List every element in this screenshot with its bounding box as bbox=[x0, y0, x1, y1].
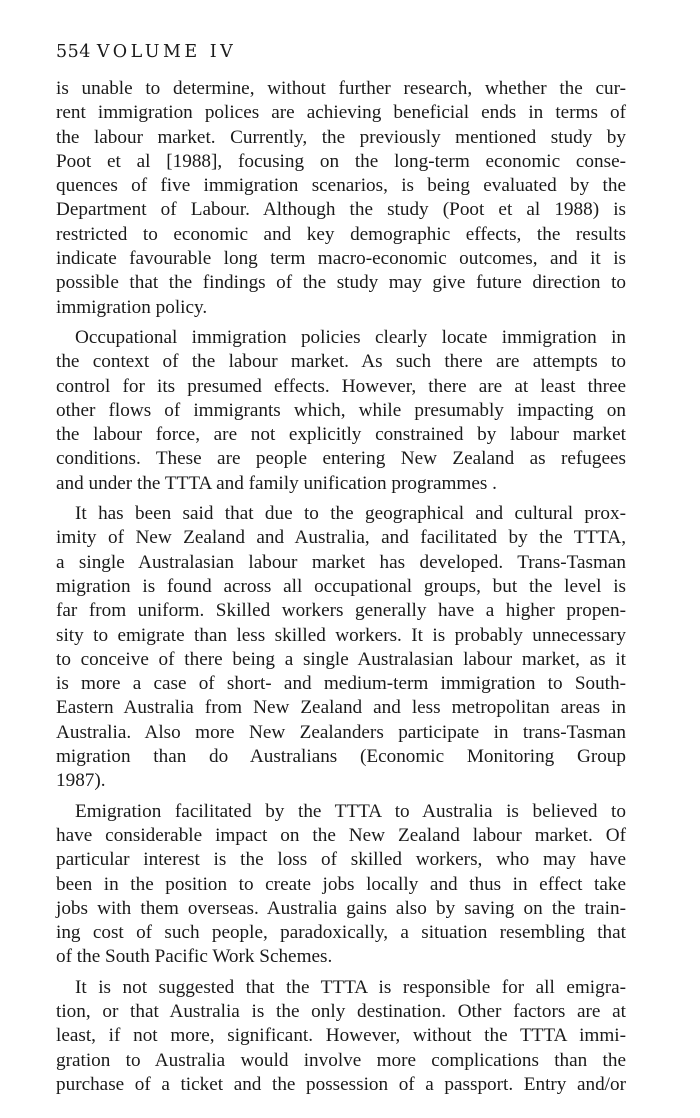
text-line: migration than do Australians (Economic Monitoring Group bbox=[56, 746, 626, 768]
text-line: the labour force, are not explicitly constrained by labour market bbox=[56, 424, 626, 446]
text-line: 1987). bbox=[56, 770, 106, 792]
paragraph bbox=[56, 976, 626, 1097]
text-line: migration is found across all occupational groups, but the level is bbox=[56, 575, 626, 597]
text-line: Poot et al [1988], focusing on the long-term economic conse- bbox=[56, 150, 626, 172]
text-line: ing cost of such people, paradoxically, a situation resembling that bbox=[56, 922, 626, 944]
text-line: control for its presumed effects. However, there are at least three bbox=[56, 375, 626, 397]
text-line: It is not suggested that the TTTA is responsible for all emigra- bbox=[75, 976, 626, 998]
text-line: It has been said that due to the geographical and cultural prox- bbox=[75, 503, 626, 525]
text-line: of the South Pacific Work Schemes. bbox=[56, 946, 333, 968]
text-line: indicate favourable long term macro-economic outcomes, and it is bbox=[56, 248, 626, 270]
text-line: the context of the labour market. As such there are attempts to bbox=[56, 351, 626, 373]
text-line: conditions. These are people entering New Zealand as refugees bbox=[56, 448, 626, 470]
text-line: is more a case of short- and medium-term immigration to South- bbox=[56, 673, 626, 695]
text-line: gration to Australia would involve more complications than the bbox=[56, 1049, 626, 1071]
text-line: is unable to determine, without further research, whether the cur- bbox=[56, 78, 626, 99]
text-line: far from uniform. Skilled workers generally have a higher propen- bbox=[56, 600, 626, 622]
text-line: sity to emigrate than less skilled workers. It is probably unnecessary bbox=[56, 624, 626, 646]
text-line: Australia. Also more New Zealanders participate in trans-Tasman bbox=[56, 721, 626, 743]
text-line: Department of Labour. Although the study (Poot et al 1988) is bbox=[56, 199, 626, 221]
text-line: possible that the findings of the study may give future direction to bbox=[56, 272, 626, 294]
page-number: 554 bbox=[56, 42, 91, 62]
text-line: rent immigration polices are achieving beneficial ends in terms of bbox=[56, 102, 626, 124]
text-line: the labour market. Currently, the previously mentioned study by bbox=[56, 126, 626, 148]
text-line: particular interest is the loss of skilled workers, who may have bbox=[56, 849, 626, 871]
book-page bbox=[56, 40, 626, 1097]
text-line: and under the TTTA and family unification programmes . bbox=[56, 472, 497, 494]
text-line: jobs with them overseas. Australia gains also by saving on the train- bbox=[56, 897, 626, 919]
text-line: have considerable impact on the New Zealand labour market. Of bbox=[56, 824, 626, 846]
paragraph bbox=[56, 326, 626, 496]
paragraph bbox=[56, 502, 626, 794]
text-line: other flows of immigrants which, while presumably impacting on bbox=[56, 399, 626, 421]
text-line: Occupational immigration policies clearly locate immigration in bbox=[75, 326, 626, 348]
volume-label: VOLUME IV bbox=[96, 42, 237, 62]
text-line: to conceive of there being a single Australasian labour market, as it bbox=[56, 648, 626, 670]
paragraph bbox=[56, 77, 626, 320]
text-line: imity of New Zealand and Australia, and facilitated by the TTTA, bbox=[56, 527, 626, 549]
paragraph bbox=[56, 800, 626, 970]
text-line: a single Australasian labour market has developed. Trans-Tasman bbox=[56, 551, 626, 573]
text-line: been in the position to create jobs locally and thus in effect take bbox=[56, 873, 626, 895]
text-line: purchase of a ticket and the possession of a passport. Entry and/or bbox=[56, 1073, 626, 1095]
text-line: restricted to economic and key demographic effects, the results bbox=[56, 223, 626, 245]
text-line: Emigration facilitated by the TTTA to Australia is believed to bbox=[75, 800, 626, 822]
text-line: immigration policy. bbox=[56, 296, 208, 318]
running-head bbox=[56, 40, 626, 64]
text-line: least, if not more, significant. However, without the TTTA immi- bbox=[56, 1025, 626, 1047]
text-line: tion, or that Australia is the only destination. Other factors are at bbox=[56, 1000, 626, 1022]
text-line: Eastern Australia from New Zealand and less metropolitan areas in bbox=[56, 697, 626, 719]
text-line: quences of five immigration scenarios, is being evaluated by the bbox=[56, 175, 626, 197]
